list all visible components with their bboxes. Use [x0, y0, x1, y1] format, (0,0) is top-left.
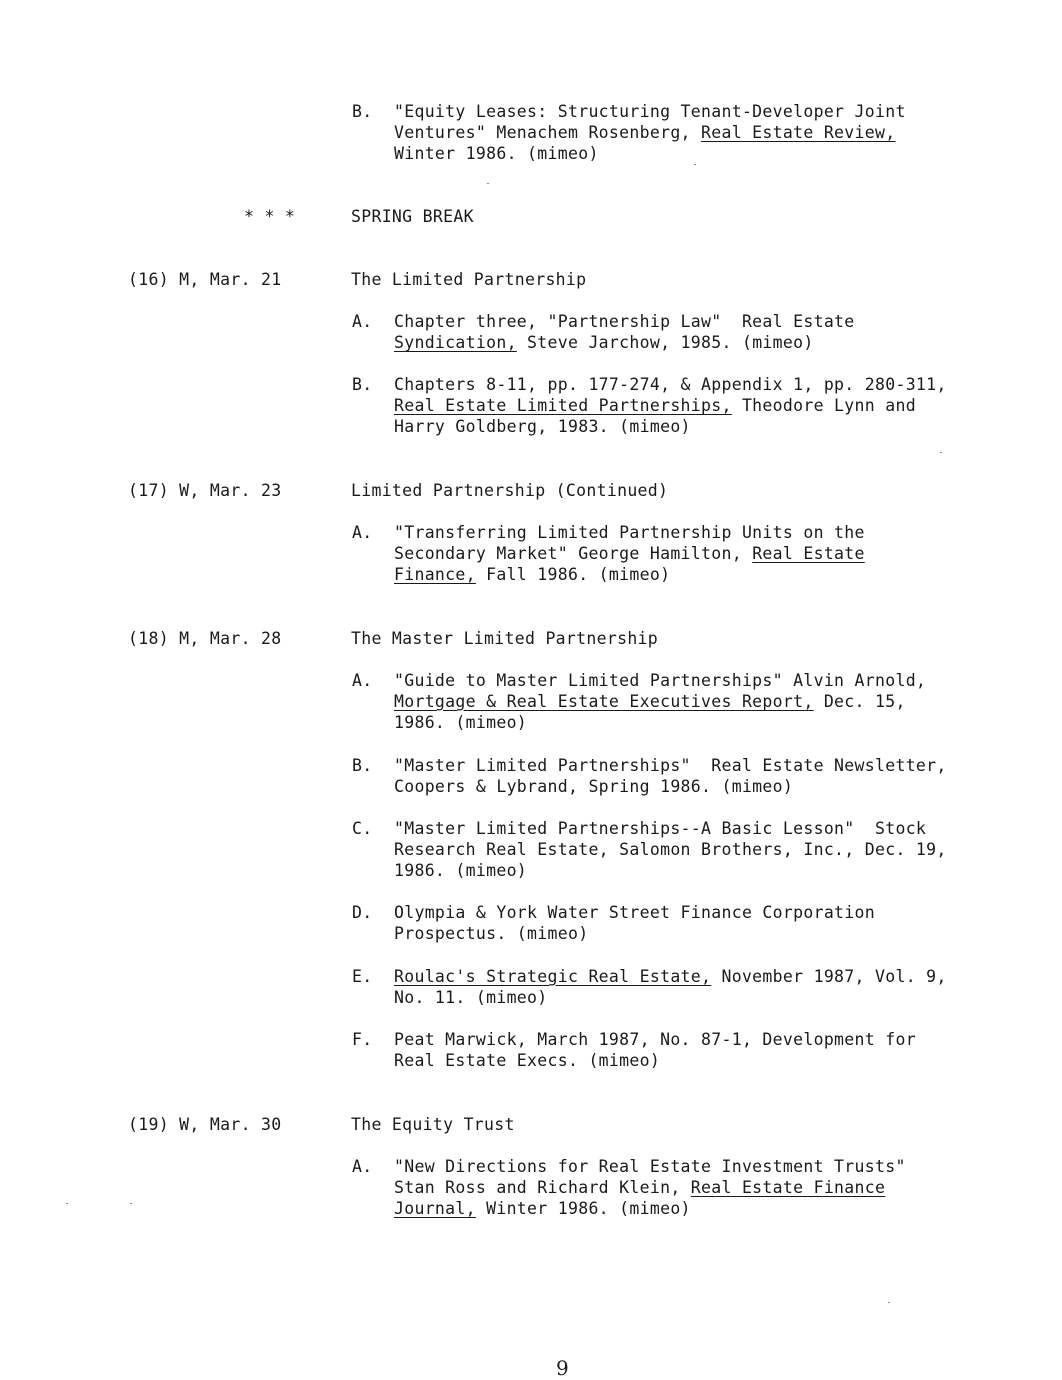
- text-segment: Prospectus. (mimeo): [394, 924, 589, 943]
- text-segment: 1986. (mimeo): [394, 713, 528, 732]
- item-letter: D.: [352, 903, 373, 922]
- underlined-title: Finance,: [394, 565, 476, 584]
- item-text: [394, 1156, 906, 1219]
- item-letter: C.: [352, 819, 373, 838]
- session-date: (16) M, Mar. 21: [128, 270, 282, 289]
- text-line: [394, 332, 855, 353]
- session-topic: The Limited Partnership: [351, 270, 587, 289]
- underlined-title: Mortgage & Real Estate Executives Report,: [394, 692, 814, 711]
- text-segment: Harry Goldberg, 1983. (mimeo): [394, 417, 691, 436]
- underlined-title: Real Estate Limited Partnerships,: [394, 396, 732, 415]
- scan-speck: [694, 164, 696, 165]
- text-segment: "Equity Leases: Structuring Tenant-Developer Joint: [394, 102, 906, 121]
- session-date: (19) W, Mar. 30: [128, 1115, 282, 1134]
- text-line: [394, 1029, 916, 1050]
- text-segment: "Transferring Limited Partnership Units on the: [394, 523, 865, 542]
- text-segment: Olympia & York Water Street Finance Corporation: [394, 903, 875, 922]
- item-letter: E.: [352, 967, 373, 986]
- text-line: [394, 1177, 906, 1198]
- item-letter: B.: [352, 756, 373, 775]
- text-segment: Research Real Estate, Salomon Brothers, Inc., Dec. 19,: [394, 840, 947, 859]
- text-segment: Ventures" Menachem Rosenberg,: [394, 123, 702, 142]
- item-letter: A.: [352, 523, 373, 542]
- text-line: [394, 101, 906, 122]
- item-letter: A.: [352, 671, 373, 690]
- text-line: [394, 1198, 906, 1219]
- text-segment: "New Directions for Real Estate Investment Trusts": [394, 1157, 906, 1176]
- session-topic: SPRING BREAK: [351, 207, 474, 226]
- item-letter: F.: [352, 1030, 373, 1049]
- session-topic: Limited Partnership (Continued): [351, 481, 669, 500]
- text-line: [394, 543, 865, 564]
- scan-speck: [940, 452, 942, 453]
- text-segment: Secondary Market" George Hamilton,: [394, 544, 753, 563]
- text-segment: Real Estate Execs. (mimeo): [394, 1051, 661, 1070]
- text-segment: Fall 1986. (mimeo): [475, 565, 671, 584]
- item-letter: B.: [352, 102, 373, 121]
- session-topic: The Equity Trust: [351, 1115, 515, 1134]
- item-text: [394, 101, 906, 164]
- item-text: [394, 670, 926, 733]
- text-line: [394, 776, 947, 797]
- session-date: (18) M, Mar. 28: [128, 629, 282, 648]
- text-line: [394, 923, 875, 944]
- item-letter: A.: [352, 1157, 373, 1176]
- item-letter: B.: [352, 375, 373, 394]
- underlined-title: Syndication,: [394, 333, 517, 352]
- underlined-title: Real Estate Review,: [701, 123, 896, 142]
- page-number: 9: [556, 1356, 570, 1380]
- scan-speck: [487, 183, 489, 184]
- text-line: [394, 987, 947, 1008]
- item-text: [394, 818, 947, 881]
- underlined-title: Real Estate: [752, 544, 865, 563]
- item-text: [394, 1029, 916, 1071]
- text-line: [394, 1050, 916, 1071]
- text-line: [394, 416, 947, 437]
- underlined-title: Journal,: [394, 1199, 476, 1218]
- text-line: [394, 860, 947, 881]
- text-line: [394, 670, 926, 691]
- scan-speck: [130, 1203, 132, 1204]
- item-letter: A.: [352, 312, 373, 331]
- text-segment: Chapters 8-11, pp. 177-274, & Appendix 1, pp. 280-311,: [394, 375, 947, 394]
- session-date: (17) W, Mar. 23: [128, 481, 282, 500]
- text-segment: Winter 1986. (mimeo): [394, 144, 599, 163]
- text-segment: Chapter three, "Partnership Law" Real Estate: [394, 312, 855, 331]
- text-segment: Dec. 15,: [813, 692, 906, 711]
- text-segment: "Guide to Master Limited Partnerships" Alvin Arnold,: [394, 671, 927, 690]
- scan-speck: [888, 1302, 890, 1303]
- text-line: [394, 966, 947, 987]
- text-line: [394, 1156, 906, 1177]
- text-line: [394, 818, 947, 839]
- text-line: [394, 122, 906, 143]
- session-topic: The Master Limited Partnership: [351, 629, 659, 648]
- text-line: [394, 374, 947, 395]
- text-segment: Stan Ross and Richard Klein,: [394, 1178, 691, 1197]
- text-segment: Peat Marwick, March 1987, No. 87-1, Development for: [394, 1030, 916, 1049]
- session-date: * * *: [244, 207, 296, 226]
- item-text: [394, 311, 855, 353]
- item-text: [394, 374, 947, 437]
- text-segment: "Master Limited Partnerships" Real Estate Newsletter,: [394, 756, 947, 775]
- text-line: [394, 564, 865, 585]
- text-segment: Winter 1986. (mimeo): [475, 1199, 691, 1218]
- text-line: [394, 755, 947, 776]
- text-line: [394, 395, 947, 416]
- text-line: [394, 522, 865, 543]
- text-line: [394, 902, 875, 923]
- text-line: [394, 839, 947, 860]
- underlined-title: Real Estate Finance: [690, 1178, 886, 1197]
- item-text: [394, 902, 875, 944]
- text-segment: Theodore Lynn and: [731, 396, 916, 415]
- item-text: [394, 966, 947, 1008]
- item-text: [394, 522, 865, 585]
- scan-speck: [66, 1203, 68, 1204]
- text-segment: "Master Limited Partnerships--A Basic Lesson" Stock: [394, 819, 927, 838]
- text-segment: November 1987, Vol. 9,: [711, 967, 947, 986]
- text-segment: No. 11. (mimeo): [394, 988, 548, 1007]
- text-segment: 1986. (mimeo): [394, 861, 528, 880]
- text-line: [394, 691, 926, 712]
- underlined-title: Roulac's Strategic Real Estate,: [394, 967, 712, 986]
- text-line: [394, 143, 906, 164]
- item-text: [394, 755, 947, 797]
- text-segment: Coopers & Lybrand, Spring 1986. (mimeo): [394, 777, 794, 796]
- text-line: [394, 311, 855, 332]
- text-line: [394, 712, 926, 733]
- text-segment: Steve Jarchow, 1985. (mimeo): [516, 333, 814, 352]
